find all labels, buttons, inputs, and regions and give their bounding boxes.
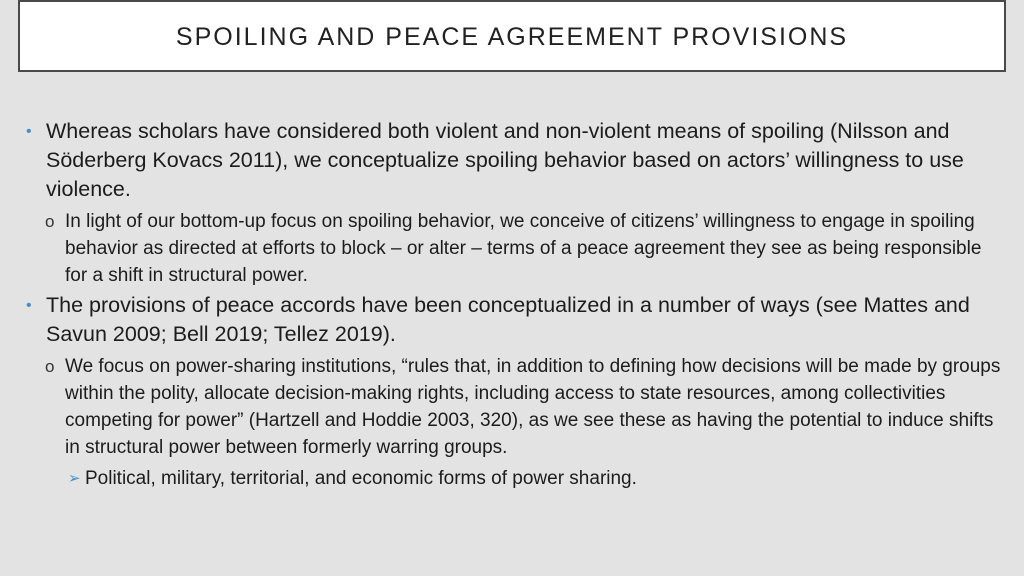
- sub-sub-bullet-item: [26, 465, 1001, 492]
- circle-bullet-icon: o: [45, 357, 55, 376]
- circle-bullet-icon: o: [45, 212, 55, 231]
- sub-bullet-item: [26, 353, 1001, 461]
- sub-bullet-item: [26, 208, 1001, 289]
- bullet-marker-icon: •: [26, 297, 32, 314]
- bullet-item: [26, 117, 1001, 204]
- sub-bullet-text: In light of our bottom-up focus on spoiling behavior, we conceive of citizens’ willingness to engage in spoiling behavior as directed at efforts to block – or alter – terms of a peace agreement they see as being responsible for a shift in structural power.: [65, 211, 982, 286]
- slide-title: SPOILING AND PEACE AGREEMENT PROVISIONS: [175, 22, 849, 51]
- slide-title-box: [18, 0, 1006, 72]
- bullet-text: The provisions of peace accords have been conceptualized in a number of ways (see Mattes and Savun 2009; Bell 2019; Tellez 2019).: [46, 293, 970, 346]
- sub-bullet-text: We focus on power-sharing institutions, “rules that, in addition to defining how decisions will be made by groups within the polity, allocate decision-making rights, including access to state resources, among collectivities competing for power” (Hartzell and Hoddie 2003, 320), as we see these as having the potential to induce shifts in structural power between formerly warring groups.: [65, 356, 1001, 458]
- slide-content: [26, 117, 1001, 492]
- bullet-text: Whereas scholars have considered both violent and non-violent means of spoiling (Nilsson and Söderberg Kovacs 2011), we conceptualize spoiling behavior based on actors’ willingness to use violence.: [46, 119, 964, 201]
- arrow-bullet-icon: ➢: [68, 470, 81, 487]
- sub-sub-bullet-text: Political, military, territorial, and economic forms of power sharing.: [85, 468, 637, 489]
- bullet-marker-icon: •: [26, 123, 32, 140]
- bullet-item: [26, 291, 1001, 349]
